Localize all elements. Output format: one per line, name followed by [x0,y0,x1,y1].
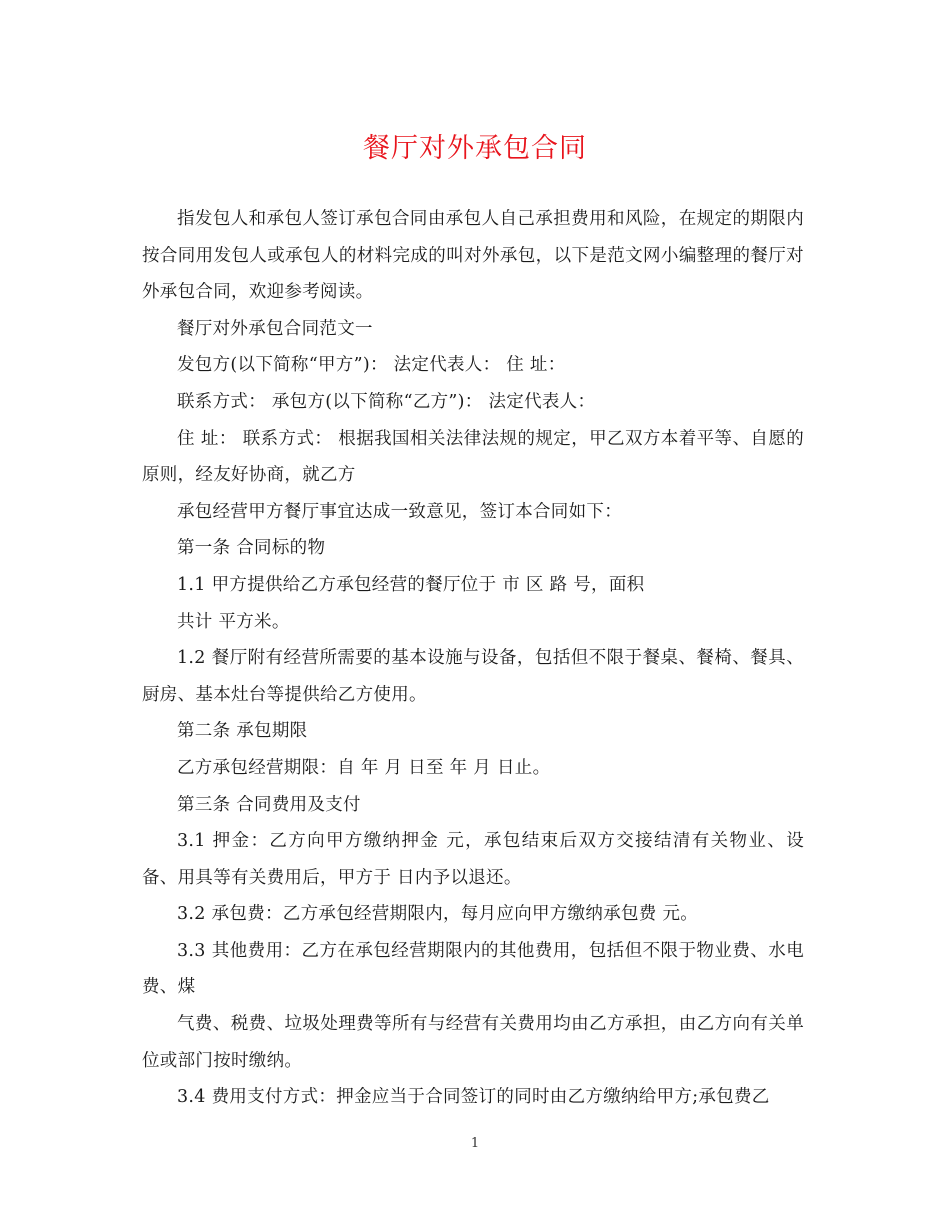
document-title: 餐厅对外承包合同 [363,133,587,164]
clause-3-3-continued: 气费、税费、垃圾处理费等所有与经营有关费用均由乙方承担，由乙方向有关单位或部门按时缴纳。 [142,1014,804,1071]
clause-3-1: 3.1 押金：乙方向甲方缴纳押金 元，承包结束后双方交接结清有关物业、设备、用具等有关费用后，甲方于 日内予以退还。 [142,831,804,888]
article-1-heading: 第一条 合同标的物 [177,538,326,559]
clause-3-4: 3.4 费用支付方式：押金应当于合同签订的同时由乙方缴纳给甲方;承包费乙 [177,1087,770,1108]
article-2-heading: 第二条 承包期限 [177,721,308,742]
clause-3-2: 3.2 承包费：乙方承包经营期限内，每月应向甲方缴纳承包费 元。 [177,904,699,925]
clause-1-1-area: 共计 平方米。 [177,611,290,632]
paragraph-intro: 指发包人和承包人签订承包合同由承包人自己承担费用和风险，在规定的期限内按合同用发包人或承包人的材料完成的叫对外承包，以下是范文网小编整理的餐厅对外承包合同，欢迎参考阅读。 [142,209,804,303]
clause-term: 乙方承包经营期限：自 年 月 日至 年 月 日止。 [177,757,551,778]
paragraph-party-a: 发包方(以下简称“甲方”)： 法定代表人： 住 址： [177,355,566,376]
paragraph-sample-heading: 餐厅对外承包合同范文一 [177,318,373,339]
article-3-heading: 第三条 合同费用及支付 [177,794,361,815]
clause-1-1: 1.1 甲方提供给乙方承包经营的餐厅位于 市 区 路 号，面积 [177,574,645,595]
paragraph-party-b: 联系方式： 承包方(以下简称“乙方”)： 法定代表人： [177,391,596,412]
page-number: 1 [470,1136,480,1151]
paragraph-agreement: 承包经营甲方餐厅事宜达成一致意见，签订本合同如下： [177,501,622,522]
document-body [142,201,804,1116]
clause-1-2: 1.2 餐厅附有经营所需要的基本设施与设备，包括但不限于餐桌、餐椅、餐具、厨房、基本灶台等提供给乙方使用。 [142,648,804,705]
clause-3-3: 3.3 其他费用：乙方在承包经营期限内的其他费用，包括但不限于物业费、水电费、煤 [142,940,804,998]
paragraph-preamble: 住 址： 联系方式： 根据我国相关法律法规的规定，甲乙双方本着平等、自愿的原则，经友好协商，就乙方 [142,428,804,486]
